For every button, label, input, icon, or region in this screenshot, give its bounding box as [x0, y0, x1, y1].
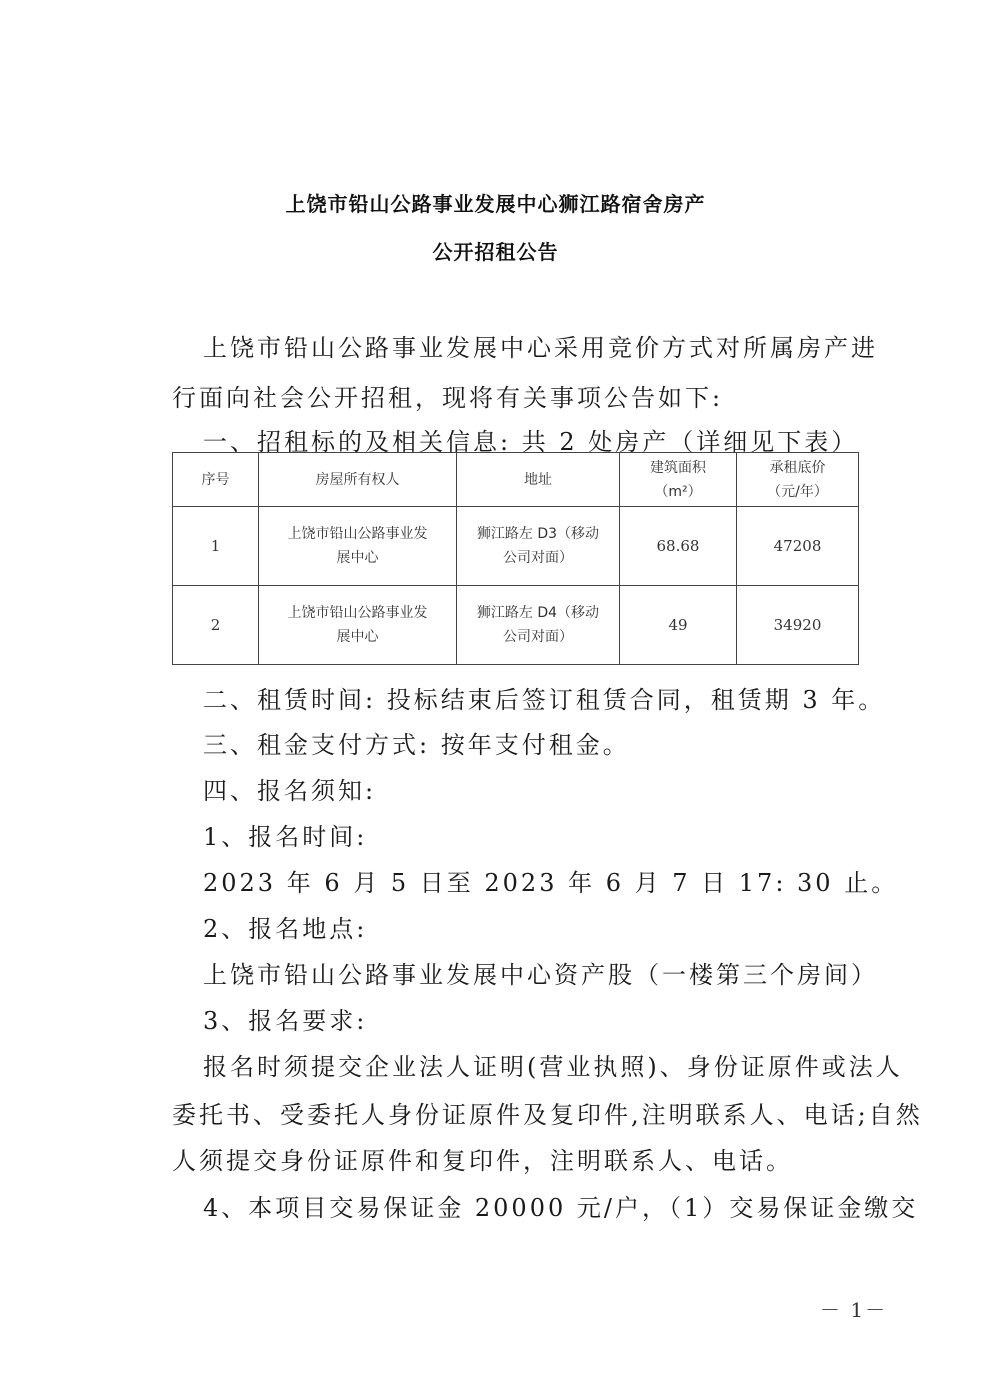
section-1-heading: 一、招租标的及相关信息: 共 2 处房产（详细见下表）: [203, 428, 859, 456]
cell-price: 34920: [737, 586, 859, 665]
cell-seq: 2: [173, 586, 259, 665]
cell-owner-line-2: 展中心: [336, 550, 379, 566]
page-number: － 1－: [820, 1298, 888, 1322]
table-row: [173, 507, 859, 586]
item-2-heading: 2、报名地点:: [203, 915, 368, 943]
cell-area: 49: [620, 586, 737, 665]
item-1-text: 2023 年 6 月 5 日至 2023 年 6 月 7 日 17: 30 止。: [203, 869, 899, 897]
cell-price: 47208: [737, 507, 859, 586]
cell-address-line-2: 公司对面）: [503, 629, 573, 645]
property-table: [172, 452, 859, 665]
item-3-text-line-3: 人须提交身份证原件和复印件，注明联系人、电话。: [172, 1147, 793, 1175]
header-area: [620, 453, 737, 507]
intro-line-2: 行面向社会公开招租，现将有关事项公告如下:: [172, 384, 724, 412]
cell-owner-line-1: 上饶市铅山公路事业发: [287, 605, 428, 621]
header-price-line-1: 承租底价: [769, 459, 826, 476]
cell-owner-line-1: 上饶市铅山公路事业发: [287, 526, 428, 542]
cell-address-line-1: 狮江路左 D3（移动: [476, 526, 600, 542]
item-4-text: 4、本项目交易保证金 20000 元/户，（1）交易保证金缴交: [203, 1194, 919, 1222]
cell-owner: [259, 507, 457, 586]
header-area-line-2: （m²）: [654, 483, 702, 500]
intro-line-1: 上饶市铅山公路事业发展中心采用竞价方式对所属房产进: [203, 334, 878, 362]
cell-address: [457, 507, 620, 586]
table-header-row: [173, 453, 859, 507]
item-3-text-line-2: 委托书、受委托人身份证原件及复印件,注明联系人、电话;自然: [172, 1101, 923, 1129]
title-line-1: 上饶市铅山公路事业发展中心狮江路宿舍房产: [285, 192, 706, 216]
section-4-heading: 四、报名须知:: [203, 777, 377, 805]
header-area-line-1: 建筑面积: [650, 459, 706, 476]
header-address: 地址: [457, 453, 620, 507]
item-3-text-line-1: 报名时须提交企业法人证明(营业执照)、身份证原件或法人: [203, 1053, 903, 1081]
cell-owner: [259, 586, 457, 665]
header-owner: 房屋所有权人: [259, 453, 457, 507]
cell-owner-line-2: 展中心: [336, 629, 379, 645]
header-price-line-2: （元/年）: [767, 483, 828, 500]
section-2-text: 二、租赁时间: 投标结束后签订租赁合同，租赁期 3 年。: [203, 686, 886, 714]
cell-address: [457, 586, 620, 665]
item-2-text: 上饶市铅山公路事业发展中心资产股（一楼第三个房间）: [203, 961, 878, 989]
cell-seq: 1: [173, 507, 259, 586]
cell-address-line-1: 狮江路左 D4（移动: [476, 605, 600, 621]
cell-address-line-2: 公司对面）: [503, 550, 573, 566]
item-3-heading: 3、报名要求:: [203, 1007, 368, 1035]
cell-area: 68.68: [620, 507, 737, 586]
section-3-text: 三、租金支付方式: 按年支付租金。: [203, 731, 630, 759]
header-price: [737, 453, 859, 507]
header-seq: 序号: [173, 453, 259, 507]
item-1-heading: 1、报名时间:: [203, 823, 368, 851]
title-line-2: 公开招租公告: [432, 240, 559, 264]
table-row: [173, 586, 859, 665]
